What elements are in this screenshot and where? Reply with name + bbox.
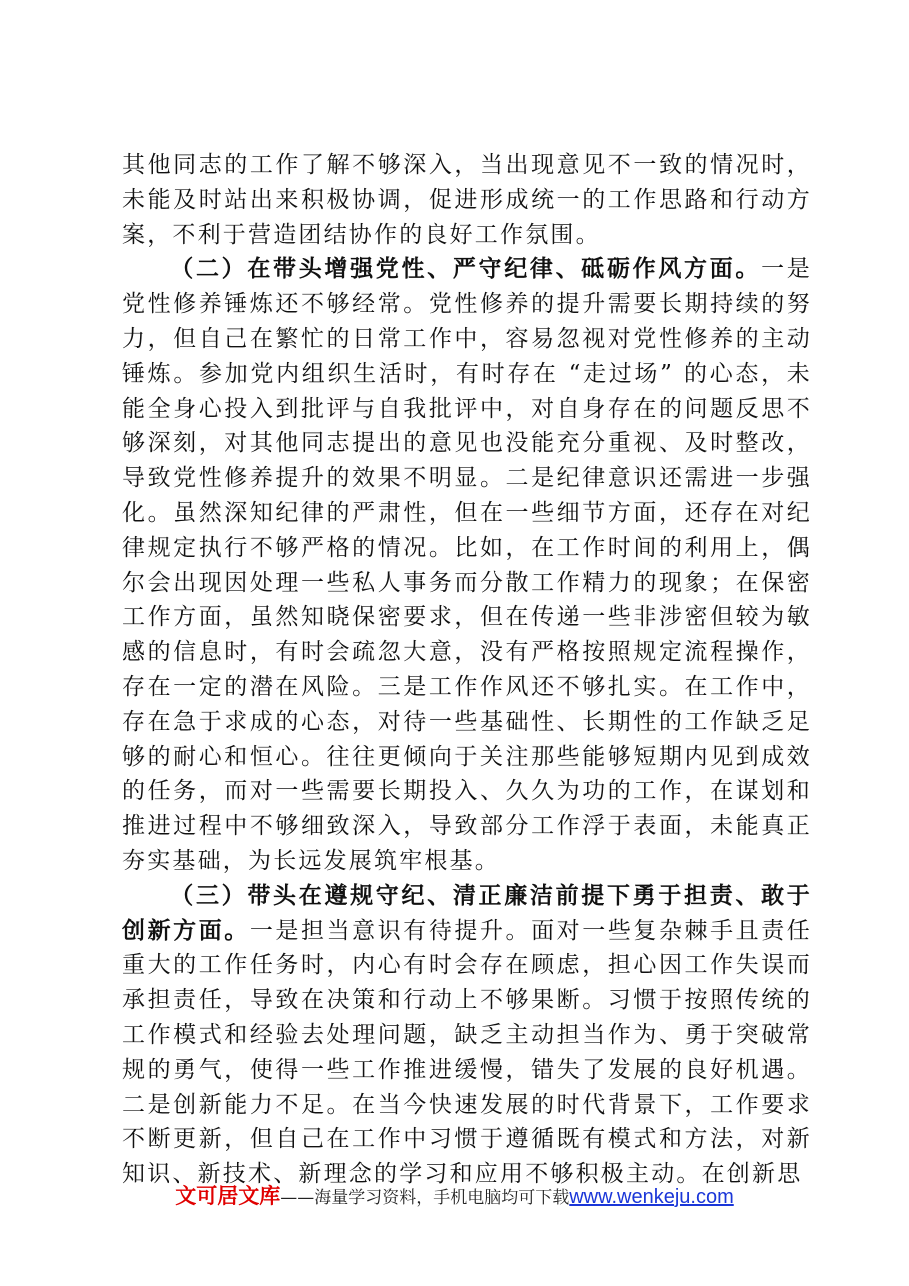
footer-tagline: 海量学习资料，手机电脑均可下载 <box>314 1188 570 1208</box>
paragraph-section-3 <box>122 879 812 1192</box>
paragraph-text: 一是担当意识有待提升。面对一些复杂棘手且责任重大的工作任务时，内心有时会存在顾虑，担心因工作失误而承担责任，导致在决策和行动上不够果断。习惯于按照传统的工作模式和经验去处理问题，缺乏主动担当作为、勇于突破常规的勇气，使得一些工作推进缓慢，错失了发展的良好机遇。二是创新能力不足。在当今快速发展的时代背景下，工作要求不断更新，但自己在工作中习惯于遵循既有模式和方法，对新知识、新技术、新理念的学习和应用不够积极主动。在创新思 <box>122 917 813 1188</box>
page-footer <box>0 1180 909 1212</box>
footer-dash: —— <box>280 1188 315 1208</box>
document-body <box>122 148 812 1192</box>
paragraph-text: 其他同志的工作了解不够深入，当出现意见不一致的情况时，未能及时站出来积极协调，促进形成统一的工作思路和行动方案，不利于营造团结协作的良好工作氛围。 <box>122 152 812 248</box>
paragraph-continuation <box>122 148 812 252</box>
section-heading-3: （三）带头在遵规守纪、清正廉洁前提下勇于担责、敢于创新方面。 <box>122 881 812 944</box>
paragraph-text: 一是党性修养锤炼还不够经常。党性修养的提升需要长期持续的努力，但自己在繁忙的日常工作中，容易忽视对党性修养的主动锤炼。参加党内组织生活时，有时存在 “走过场” 的心态，未能全身心投入到批评与自我批评中，对自身存在的问题反思不够深刻，对其他同志提出的意见也没能充分重视、及时整改，导致党性修养提升的效果不明显。二是纪律意识还需进一步强化。虽然深知纪律的严肃性，但在一些细节方面，还存在对纪律规定执行不够严格的情况。比如，在工作时间的利用上，偶尔会出现因处理一些私人事务而分散工作精力的现象；在保密工作方面，虽然知晓保密要求，但在传递一些非涉密但较为敏感的信息时，有时会疏忽大意，没有严格按照规定流程操作，存在一定的潜在风险。三是工作作风还不够扎实。在工作中，存在急于求成的心态，对待一些基础性、长期性的工作缺乏足够的耐心和恒心。往往更倾向于关注那些能够短期内见到成效的任务，而对一些需要长期投入、久久为功的工作，在谋划和推进过程中不够细致深入，导致部分工作浮于表面，未能真正夯实基础，为长远发展筑牢根基。 <box>122 256 812 874</box>
paragraph-section-2 <box>122 252 812 878</box>
footer-site-link[interactable]: www.wenkeju.com <box>569 1186 734 1208</box>
footer-brand: 文可居文库 <box>175 1184 281 1208</box>
section-heading-2: （二）在带头增强党性、严守纪律、砥砺作风方面。 <box>170 255 762 283</box>
